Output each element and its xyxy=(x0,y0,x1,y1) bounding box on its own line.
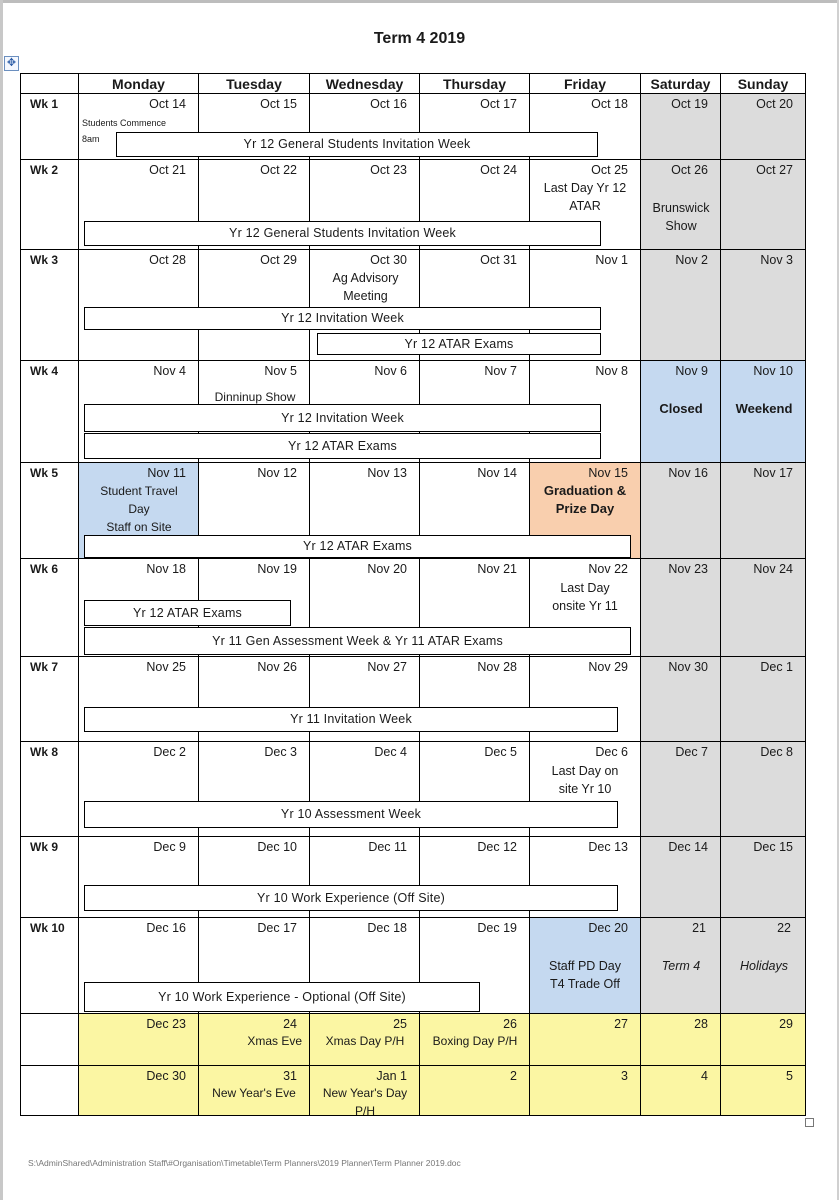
day-date: Nov 6 xyxy=(374,364,407,378)
day-date: Dec 16 xyxy=(146,921,186,935)
note-new-years-day: New Year's Day P/H xyxy=(322,1086,408,1118)
day-cell-saturday xyxy=(641,742,721,837)
event-bar-wk3-atar: Yr 12 ATAR Exams xyxy=(317,333,601,355)
day-date: Nov 5 xyxy=(264,364,297,378)
day-date: Nov 15 xyxy=(588,466,628,480)
event-bar-wk4-invitation: Yr 12 Invitation Week xyxy=(84,404,601,432)
day-date: Oct 22 xyxy=(260,163,297,177)
day-date: Dec 17 xyxy=(257,921,297,935)
week-label: Wk 5 xyxy=(20,463,79,559)
day-date: Nov 29 xyxy=(588,660,628,674)
day-date: Oct 27 xyxy=(756,163,793,177)
week-label: Wk 7 xyxy=(20,657,79,742)
note-eight-am: 8am xyxy=(82,134,100,144)
day-date: Nov 8 xyxy=(595,364,628,378)
day-cell-monday xyxy=(79,1066,199,1116)
day-date: Oct 17 xyxy=(480,97,517,111)
event-bar-wk6-gen: Yr 11 Gen Assessment Week & Yr 11 ATAR Exams xyxy=(84,627,631,655)
day-date: Oct 19 xyxy=(671,97,708,111)
event-bar-wk4-atar: Yr 12 ATAR Exams xyxy=(84,433,601,459)
day-date: Oct 23 xyxy=(370,163,407,177)
day-date: 22 xyxy=(777,921,791,935)
header-monday: Monday xyxy=(79,73,199,94)
day-cell-sunday xyxy=(721,160,806,250)
day-cell-sunday xyxy=(721,250,806,361)
day-date: Nov 25 xyxy=(146,660,186,674)
day-date: Nov 7 xyxy=(484,364,517,378)
day-date: Nov 3 xyxy=(760,253,793,267)
day-cell-friday xyxy=(530,1014,641,1066)
day-cell-saturday xyxy=(641,463,721,559)
day-cell-sunday xyxy=(721,742,806,837)
day-date: Nov 24 xyxy=(753,562,793,576)
day-date: Nov 16 xyxy=(668,466,708,480)
event-bar-wk8-assessment: Yr 10 Assessment Week xyxy=(84,801,618,828)
day-date: Dec 18 xyxy=(367,921,407,935)
day-date: Nov 27 xyxy=(367,660,407,674)
day-date: Nov 21 xyxy=(477,562,517,576)
day-date: Dec 5 xyxy=(484,745,517,759)
day-cell-saturday xyxy=(641,1014,721,1066)
week-label xyxy=(20,1014,79,1066)
day-date: Dec 19 xyxy=(477,921,517,935)
day-date: Oct 29 xyxy=(260,253,297,267)
day-cell-friday xyxy=(530,1066,641,1116)
day-date: 31 xyxy=(283,1069,297,1083)
day-date: Nov 11 xyxy=(147,466,186,480)
day-cell-sunday xyxy=(721,94,806,160)
day-date: Nov 20 xyxy=(367,562,407,576)
day-date: 3 xyxy=(621,1069,628,1083)
day-date: Dec 20 xyxy=(588,921,628,935)
day-date: Oct 20 xyxy=(756,97,793,111)
event-bar-wk1-invitation: Yr 12 General Students Invitation Week xyxy=(116,132,598,157)
header-thursday: Thursday xyxy=(420,73,530,94)
day-cell-saturday xyxy=(641,94,721,160)
week-label xyxy=(20,1066,79,1116)
note-last-day-yr12-atar: Last Day Yr 12 ATAR xyxy=(543,181,627,213)
week-label: Wk 6 xyxy=(20,559,79,657)
day-cell-monday xyxy=(79,1014,199,1066)
day-date: Oct 14 xyxy=(149,97,186,111)
note-brunswick-show: Brunswick Show xyxy=(652,201,710,233)
note-boxing-day: Boxing Day P/H xyxy=(432,1034,518,1048)
corner-header-cell xyxy=(20,73,79,94)
day-cell-saturday xyxy=(641,250,721,361)
week-label: Wk 9 xyxy=(20,837,79,918)
note-closed: Closed xyxy=(659,401,703,416)
header-wednesday: Wednesday xyxy=(310,73,420,94)
day-date: Nov 28 xyxy=(477,660,517,674)
day-date: Dec 23 xyxy=(146,1017,186,1031)
day-date: Dec 12 xyxy=(477,840,517,854)
day-date: Dec 4 xyxy=(374,745,407,759)
week-label: Wk 10 xyxy=(20,918,79,1014)
note-staff-pd: Staff PD Day T4 Trade Off xyxy=(548,959,622,991)
day-date: Oct 25 xyxy=(591,163,628,177)
note-last-day-onsite-yr11: Last Day onsite Yr 11 xyxy=(552,581,618,613)
day-date: Nov 23 xyxy=(668,562,708,576)
day-cell-monday xyxy=(79,250,199,361)
day-date: Dec 2 xyxy=(153,745,186,759)
week-label: Wk 4 xyxy=(20,361,79,463)
day-date: 28 xyxy=(694,1017,708,1031)
day-date: 25 xyxy=(393,1017,407,1031)
day-date: Oct 15 xyxy=(260,97,297,111)
week-label: Wk 2 xyxy=(20,160,79,250)
day-date: Oct 26 xyxy=(671,163,708,177)
event-bar-wk6-atar: Yr 12 ATAR Exams xyxy=(84,600,291,626)
day-date: Dec 15 xyxy=(753,840,793,854)
day-date: Nov 9 xyxy=(675,364,708,378)
day-date: Nov 10 xyxy=(753,364,793,378)
day-date: 26 xyxy=(503,1017,517,1031)
note-dinninup-show: Dinninup Show xyxy=(214,390,296,404)
event-bar-wk2-invitation: Yr 12 General Students Invitation Week xyxy=(84,221,601,246)
day-date: 21 xyxy=(692,921,706,935)
day-date: Nov 13 xyxy=(367,466,407,480)
day-date: Oct 31 xyxy=(480,253,517,267)
header-saturday: Saturday xyxy=(641,73,721,94)
day-date: Dec 1 xyxy=(760,660,793,674)
day-date: Oct 21 xyxy=(149,163,186,177)
day-date: 29 xyxy=(779,1017,793,1031)
note-last-day-yr10: Last Day on site Yr 10 xyxy=(551,764,619,796)
note-xmas-eve: Xmas Eve xyxy=(247,1034,302,1048)
day-date: Nov 19 xyxy=(257,562,297,576)
day-date: Nov 1 xyxy=(595,253,628,267)
day-cell-saturday xyxy=(641,559,721,657)
note-student-travel: Student Travel Day Staff on Site xyxy=(100,484,178,534)
event-bar-wk10-work: Yr 10 Work Experience - Optional (Off Site) xyxy=(84,982,480,1012)
header-friday: Friday xyxy=(530,73,641,94)
day-date: Nov 22 xyxy=(588,562,628,576)
day-date: Nov 14 xyxy=(477,466,517,480)
day-date: Nov 18 xyxy=(146,562,186,576)
day-date: 2 xyxy=(510,1069,517,1083)
note-ag-advisory: Ag Advisory Meeting xyxy=(332,271,399,303)
day-date: Dec 11 xyxy=(368,840,407,854)
event-bar-wk3-invitation: Yr 12 Invitation Week xyxy=(84,307,601,330)
day-cell-saturday xyxy=(641,1066,721,1116)
day-date: Nov 2 xyxy=(675,253,708,267)
day-date: Dec 7 xyxy=(675,745,708,759)
day-date: Dec 10 xyxy=(257,840,297,854)
day-date: 5 xyxy=(786,1069,793,1083)
day-date: Nov 12 xyxy=(257,466,297,480)
header-sunday: Sunday xyxy=(721,73,806,94)
day-cell-sunday xyxy=(721,657,806,742)
note-graduation: Graduation & Prize Day xyxy=(543,483,627,516)
day-date: Jan 1 xyxy=(376,1069,407,1083)
table-resize-handle-icon[interactable] xyxy=(805,1118,814,1127)
day-cell-tuesday xyxy=(199,250,310,361)
day-date: Oct 18 xyxy=(591,97,628,111)
day-date: Dec 13 xyxy=(588,840,628,854)
day-date: Dec 8 xyxy=(760,745,793,759)
file-path-footer: S:\AdminShared\Administration Staff\#Organisation\Timetable\Term Planners\2019 Planner\Term Planner 2019.doc xyxy=(28,1158,461,1168)
day-date: Nov 17 xyxy=(753,466,793,480)
event-bar-wk7-invitation: Yr 11 Invitation Week xyxy=(84,707,618,732)
day-cell-sunday xyxy=(721,559,806,657)
day-date: Nov 26 xyxy=(257,660,297,674)
note-weekend: Weekend xyxy=(735,401,793,416)
day-cell-sunday xyxy=(721,463,806,559)
day-date: 27 xyxy=(614,1017,628,1031)
day-cell-saturday xyxy=(641,657,721,742)
day-date: Nov 30 xyxy=(668,660,708,674)
note-new-years-eve: New Year's Eve xyxy=(212,1086,296,1100)
event-bar-wk5-atar: Yr 12 ATAR Exams xyxy=(84,535,631,558)
day-cell-sunday xyxy=(721,1014,806,1066)
day-cell-sunday xyxy=(721,1066,806,1116)
day-date: Oct 28 xyxy=(149,253,186,267)
table-move-handle-icon[interactable]: ✥ xyxy=(4,56,19,71)
day-date: Dec 30 xyxy=(146,1069,186,1083)
page-title: Term 4 2019 xyxy=(373,30,466,47)
day-cell-saturday xyxy=(641,837,721,918)
week-label: Wk 3 xyxy=(20,250,79,361)
day-date: Dec 9 xyxy=(153,840,186,854)
week-label: Wk 8 xyxy=(20,742,79,837)
event-bar-wk9-work: Yr 10 Work Experience (Off Site) xyxy=(84,885,618,911)
week-label: Wk 1 xyxy=(20,94,79,160)
day-date: Oct 24 xyxy=(480,163,517,177)
day-date: Dec 6 xyxy=(595,745,628,759)
day-date: Nov 4 xyxy=(153,364,186,378)
note-term4: Term 4 xyxy=(661,959,701,973)
day-date: 24 xyxy=(283,1017,297,1031)
day-date: Oct 30 xyxy=(370,253,407,267)
day-cell-thursday xyxy=(420,1066,530,1116)
day-cell-sunday xyxy=(721,837,806,918)
header-tuesday: Tuesday xyxy=(199,73,310,94)
day-date: Oct 16 xyxy=(370,97,407,111)
day-date: Dec 3 xyxy=(264,745,297,759)
note-holidays: Holidays xyxy=(740,959,788,973)
day-date: 4 xyxy=(701,1069,708,1083)
day-date: Dec 14 xyxy=(668,840,708,854)
note-xmas-day: Xmas Day P/H xyxy=(325,1034,405,1048)
note-students-commence: Students Commence xyxy=(82,118,167,128)
